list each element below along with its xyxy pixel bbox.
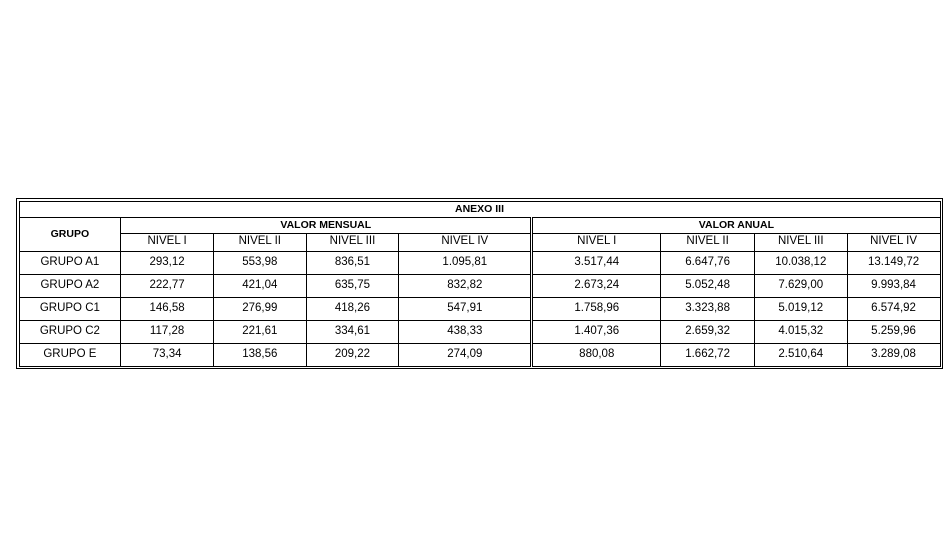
- table-row: [19, 251, 940, 274]
- anual-cell: 9.993,84: [847, 274, 940, 297]
- mensual-cell: 293,12: [121, 251, 214, 274]
- anual-cell: 1.758,96: [532, 297, 661, 320]
- mensual-cell: 73,34: [121, 343, 214, 366]
- mensual-cell: 138,56: [213, 343, 306, 366]
- anual-cell: 2.673,24: [532, 274, 661, 297]
- anual-cell: 880,08: [532, 343, 661, 366]
- anual-cell: 3.323,88: [661, 297, 755, 320]
- anual-cell: 2.510,64: [754, 343, 847, 366]
- mensual-cell: 222,77: [121, 274, 214, 297]
- mensual-cell: 832,82: [399, 274, 532, 297]
- table-title: ANEXO III: [19, 201, 940, 217]
- anual-cell: 3.517,44: [532, 251, 661, 274]
- level-header-mensual-1: NIVEL I: [121, 233, 214, 251]
- group-header: GRUPO: [19, 217, 121, 251]
- anual-cell: 5.019,12: [754, 297, 847, 320]
- anexo-table-frame: [16, 198, 943, 369]
- level-header-mensual-2: NIVEL II: [213, 233, 306, 251]
- mensual-cell: 221,61: [213, 320, 306, 343]
- anual-cell: 1.662,72: [661, 343, 755, 366]
- group-cell: GRUPO A2: [19, 274, 121, 297]
- mensual-cell: 146,58: [121, 297, 214, 320]
- level-header-mensual-3: NIVEL III: [306, 233, 399, 251]
- mensual-cell: 547,91: [399, 297, 532, 320]
- anual-cell: 10.038,12: [754, 251, 847, 274]
- section-header-anual: VALOR ANUAL: [532, 217, 940, 233]
- level-header-anual-2: NIVEL II: [661, 233, 755, 251]
- mensual-cell: 553,98: [213, 251, 306, 274]
- section-header-mensual: VALOR MENSUAL: [121, 217, 532, 233]
- mensual-cell: 438,33: [399, 320, 532, 343]
- group-cell: GRUPO C2: [19, 320, 121, 343]
- anexo-table: [19, 201, 941, 367]
- anual-cell: 1.407,36: [532, 320, 661, 343]
- anual-cell: 5.052,48: [661, 274, 755, 297]
- anual-cell: 13.149,72: [847, 251, 940, 274]
- mensual-cell: 836,51: [306, 251, 399, 274]
- group-cell: GRUPO C1: [19, 297, 121, 320]
- level-header-anual-4: NIVEL IV: [847, 233, 940, 251]
- mensual-cell: 274,09: [399, 343, 532, 366]
- group-cell: GRUPO A1: [19, 251, 121, 274]
- level-header-anual-3: NIVEL III: [754, 233, 847, 251]
- anual-cell: 7.629,00: [754, 274, 847, 297]
- anual-cell: 3.289,08: [847, 343, 940, 366]
- table-row: [19, 274, 940, 297]
- group-cell: GRUPO E: [19, 343, 121, 366]
- anual-cell: 6.647,76: [661, 251, 755, 274]
- table-row: [19, 343, 940, 366]
- mensual-cell: 635,75: [306, 274, 399, 297]
- table-row: [19, 297, 940, 320]
- mensual-cell: 334,61: [306, 320, 399, 343]
- anual-cell: 5.259,96: [847, 320, 940, 343]
- anual-cell: 2.659,32: [661, 320, 755, 343]
- mensual-cell: 421,04: [213, 274, 306, 297]
- anual-cell: 6.574,92: [847, 297, 940, 320]
- level-header-mensual-4: NIVEL IV: [399, 233, 532, 251]
- level-header-anual-1: NIVEL I: [532, 233, 661, 251]
- mensual-cell: 209,22: [306, 343, 399, 366]
- mensual-cell: 418,26: [306, 297, 399, 320]
- mensual-cell: 276,99: [213, 297, 306, 320]
- table-row: [19, 320, 940, 343]
- anual-cell: 4.015,32: [754, 320, 847, 343]
- mensual-cell: 1.095,81: [399, 251, 532, 274]
- mensual-cell: 117,28: [121, 320, 214, 343]
